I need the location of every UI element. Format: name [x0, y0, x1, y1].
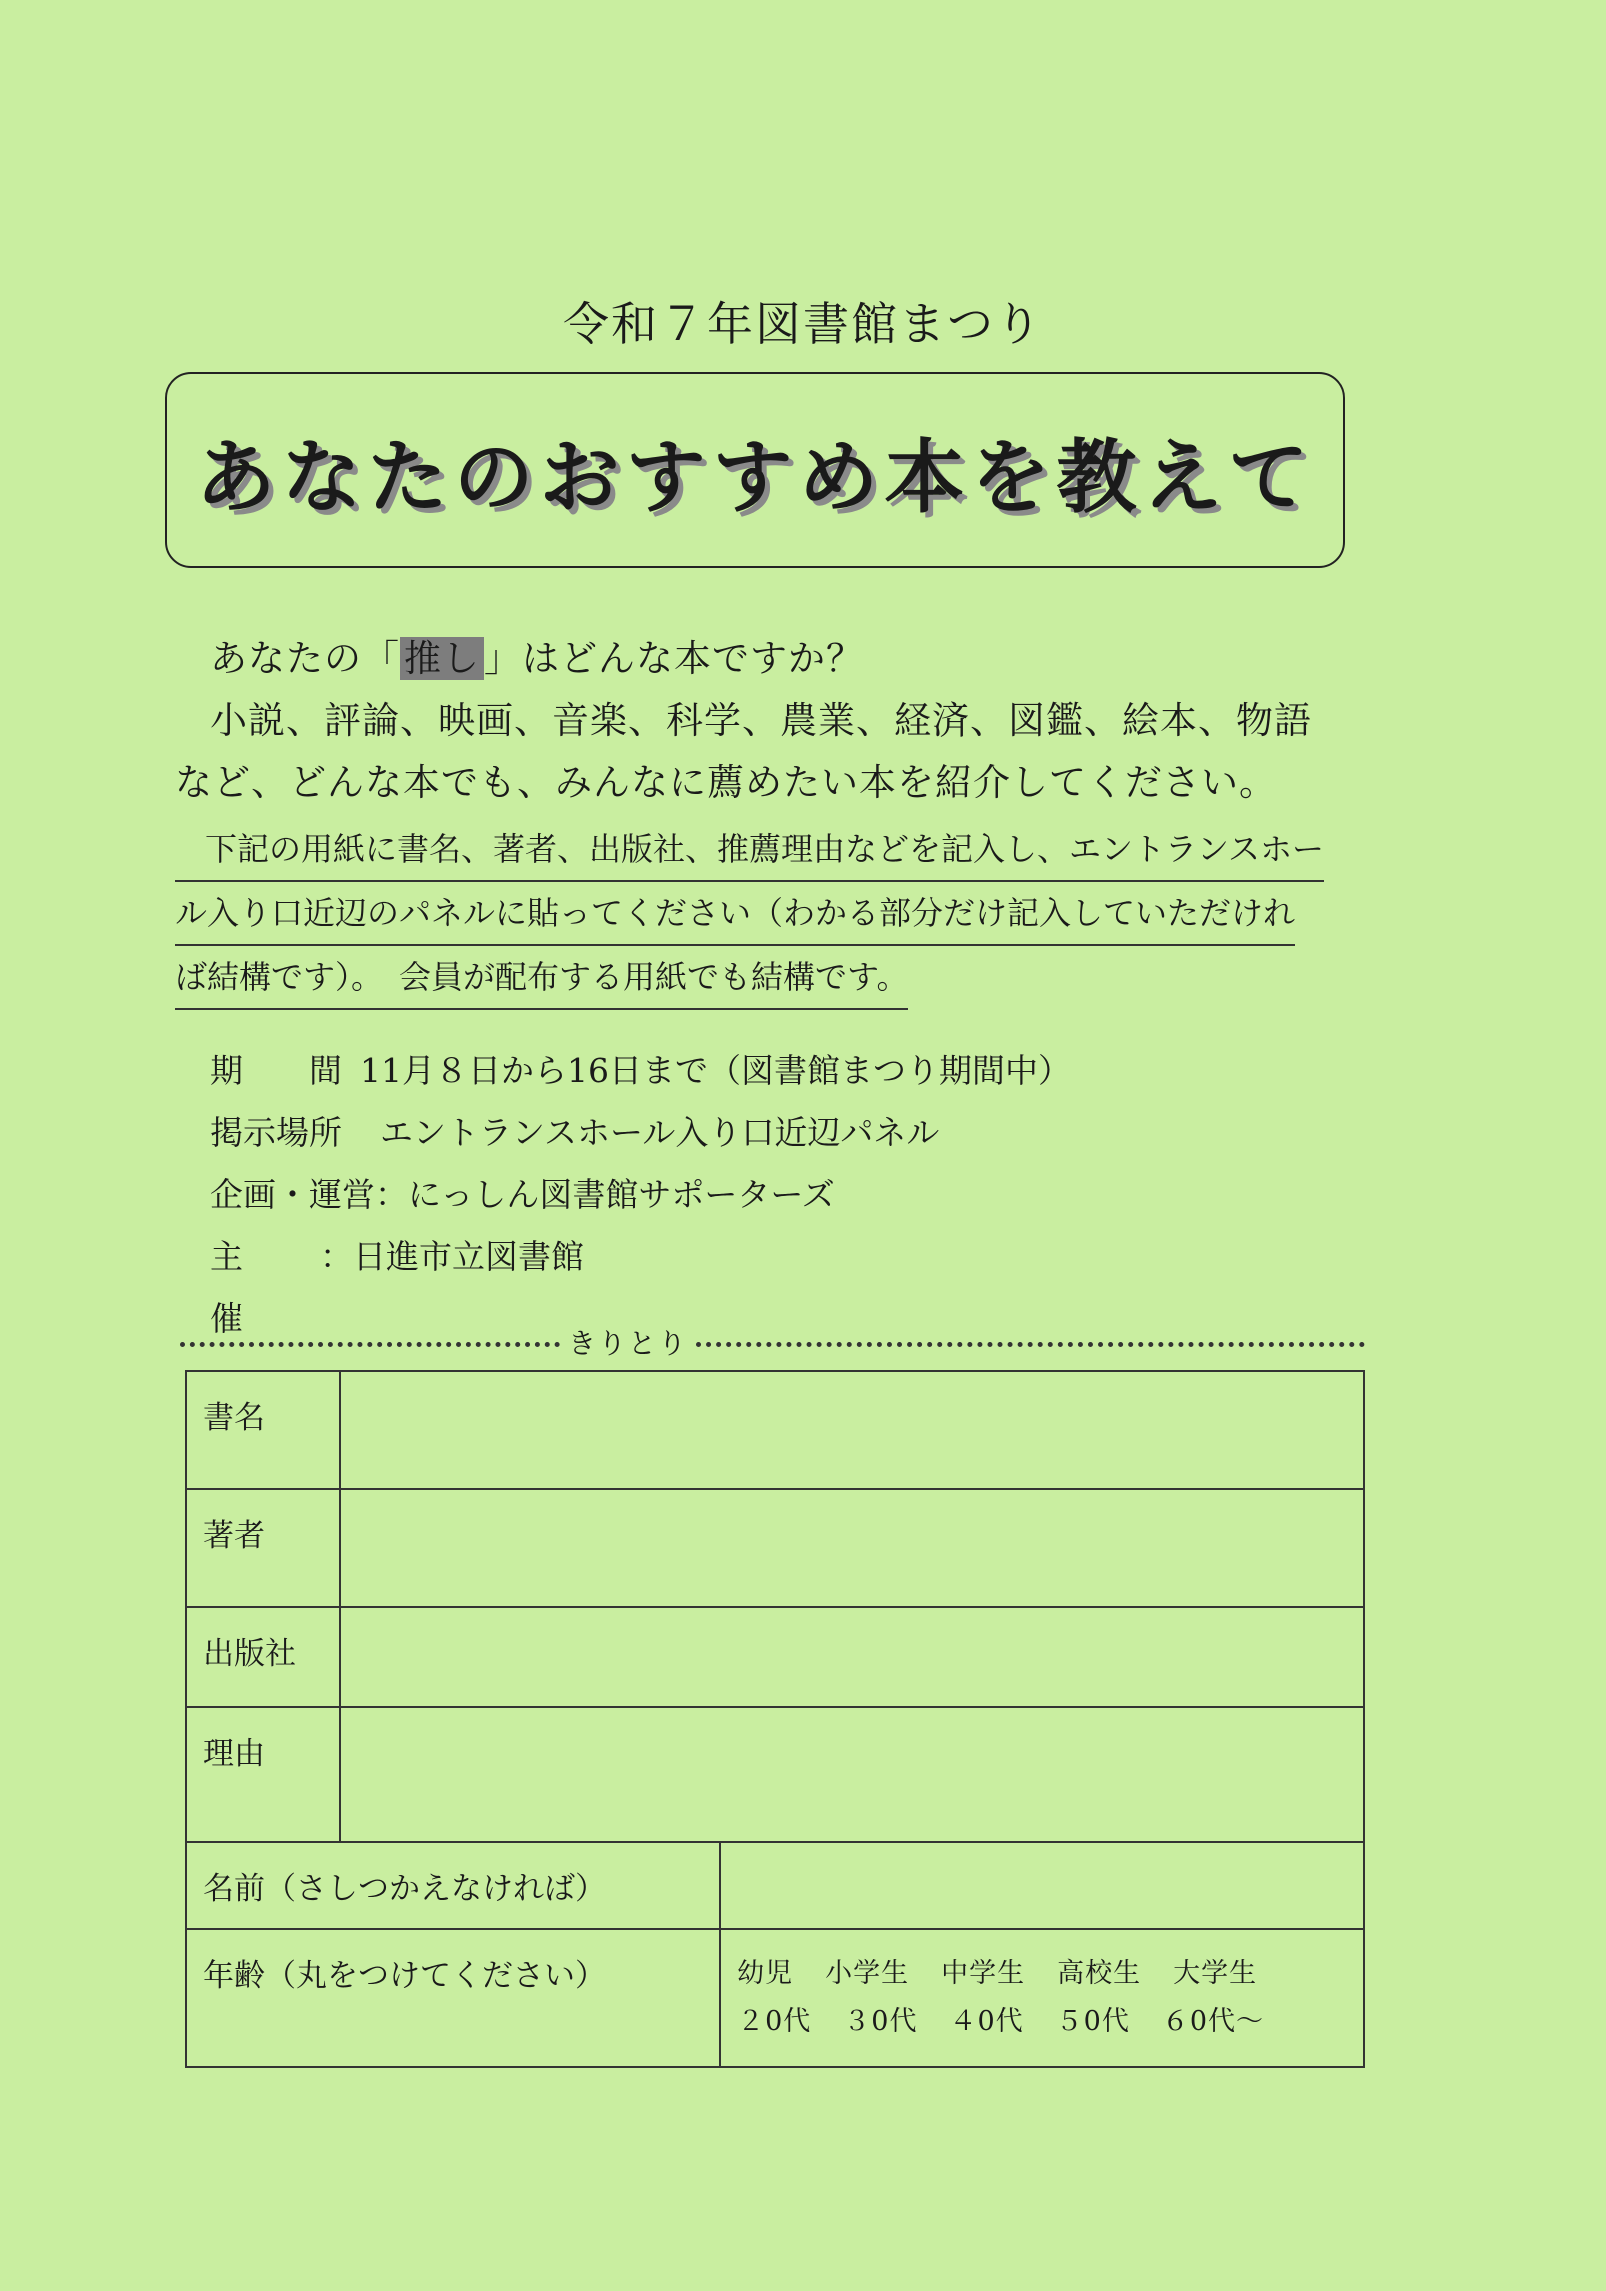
instruction-line-1: 下記の用紙に書名、著者、出版社、推薦理由などを記入し、エントランスホー	[175, 818, 1324, 882]
name-label: 名前（さしつかえなければ）	[186, 1842, 720, 1929]
age-label: 年齢（丸をつけてください）	[186, 1929, 720, 2067]
info-period	[210, 1040, 1071, 1102]
age-options	[720, 1929, 1364, 2067]
publisher-field[interactable]	[340, 1607, 1364, 1707]
info-place-value: エントランスホール入り口近辺パネル	[380, 1113, 940, 1152]
instruction-line-2: ル入り口近辺のパネルに貼ってください（わかる部分だけ記入していただけれ	[175, 882, 1295, 946]
info-host-value: ：日進市立図書館	[320, 1237, 584, 1276]
age-option[interactable]: 高校生	[1057, 1958, 1142, 1989]
intro-question-post: 」はどんな本ですか？	[484, 637, 864, 680]
author-field[interactable]	[340, 1489, 1364, 1607]
intro-line-1: 小説、評論、映画、音楽、科学、農業、経済、図鑑、絵本、物語	[210, 699, 1312, 742]
info-place	[210, 1102, 1071, 1164]
title-box	[165, 372, 1345, 568]
age-option[interactable]: 中学生	[941, 1958, 1026, 1989]
page-title: あなたのおすすめ本を教えて	[195, 430, 1315, 524]
publisher-label: 出版社	[186, 1607, 340, 1707]
subtitle: 令和７年図書館まつり	[563, 297, 1043, 351]
info-period-value: 11月８日から16日まで（図書館まつり期間中）	[360, 1051, 1071, 1090]
name-field[interactable]	[720, 1842, 1364, 1929]
event-info	[210, 1040, 1071, 1350]
age-option[interactable]: ２0代	[737, 2006, 812, 2037]
recommendation-form	[185, 1370, 1365, 2068]
reason-field[interactable]	[340, 1707, 1364, 1842]
book-title-label: 書名	[186, 1371, 340, 1489]
info-place-label: 掲示場所	[210, 1113, 342, 1152]
age-option[interactable]: ４0代	[949, 2006, 1024, 2037]
reason-label: 理由	[186, 1707, 340, 1842]
age-option[interactable]: ３0代	[843, 2006, 918, 2037]
highlight-oshi: 推し	[400, 637, 484, 680]
age-option[interactable]: 幼児	[737, 1958, 794, 1989]
intro-paragraph	[175, 690, 1375, 814]
age-option[interactable]: ６0代～	[1161, 2006, 1265, 2037]
info-period-label: 期 間	[210, 1051, 342, 1090]
instructions	[175, 818, 1355, 1010]
info-host-label: 主 催	[210, 1237, 309, 1338]
intro-question-pre: あなたの「	[210, 637, 400, 680]
info-organizer-value: ：にっしん図書館サポーターズ	[375, 1175, 835, 1214]
intro-line-2: など、どんな本でも、みんなに薦めたい本を紹介してください。	[175, 761, 1277, 804]
age-option[interactable]: 小学生	[825, 1958, 910, 1989]
age-row-2	[737, 1998, 1347, 2046]
book-title-field[interactable]	[340, 1371, 1364, 1489]
age-option[interactable]: ５0代	[1055, 2006, 1130, 2037]
author-label: 著者	[186, 1489, 340, 1607]
age-row-1	[737, 1950, 1347, 1998]
info-organizer	[210, 1164, 1071, 1226]
cut-label: きりとり	[568, 1327, 689, 1360]
intro-question	[210, 628, 1410, 690]
age-option[interactable]: 大学生	[1173, 1958, 1258, 1989]
instruction-line-3: ば結構です）。 会員が配布する用紙でも結構です。	[175, 946, 908, 1010]
cut-line	[180, 1322, 1365, 1362]
info-organizer-label: 企画・運営	[210, 1175, 375, 1214]
